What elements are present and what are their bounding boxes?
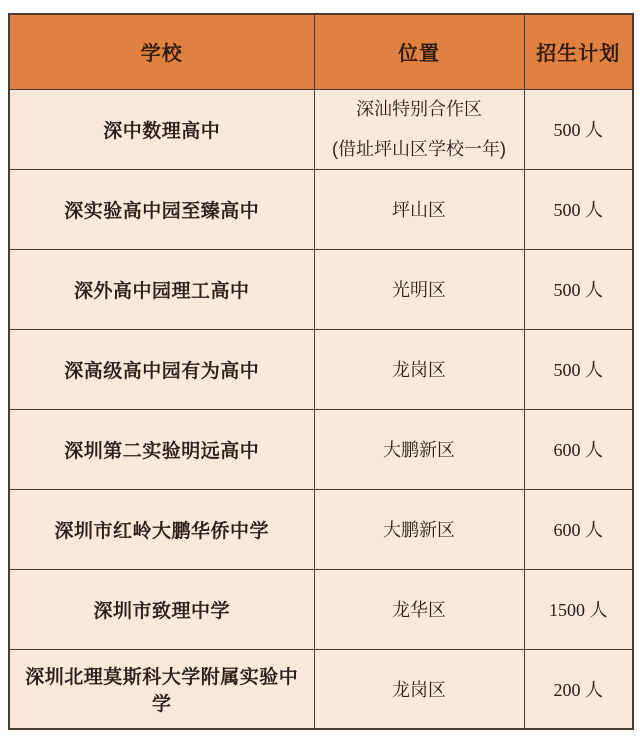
table-row bbox=[9, 249, 633, 329]
enrollment-plan: 500 人 bbox=[524, 169, 633, 249]
location-line: 深汕特别合作区 bbox=[356, 99, 482, 119]
table-header-row bbox=[9, 14, 633, 89]
table-row bbox=[9, 169, 633, 249]
school-name: 深高级高中园有为高中 bbox=[9, 329, 314, 409]
table-row bbox=[9, 89, 633, 169]
table-row bbox=[9, 569, 633, 649]
school-name: 深圳北理莫斯科大学附属实验中学 bbox=[9, 649, 314, 729]
school-location bbox=[314, 89, 524, 169]
enrollment-plan: 600 人 bbox=[524, 489, 633, 569]
column-header-plan: 招生计划 bbox=[524, 14, 633, 89]
school-location: 坪山区 bbox=[314, 169, 524, 249]
enrollment-plan: 500 人 bbox=[524, 89, 633, 169]
enrollment-table bbox=[8, 13, 634, 730]
table-row bbox=[9, 649, 633, 729]
school-location: 光明区 bbox=[314, 249, 524, 329]
school-location: 大鹏新区 bbox=[314, 489, 524, 569]
location-note: (借址坪山区学校一年) bbox=[332, 139, 506, 159]
enrollment-plan: 500 人 bbox=[524, 329, 633, 409]
table-row bbox=[9, 489, 633, 569]
enrollment-plan: 600 人 bbox=[524, 409, 633, 489]
school-location: 大鹏新区 bbox=[314, 409, 524, 489]
school-name: 深实验高中园至臻高中 bbox=[9, 169, 314, 249]
school-name: 深圳市红岭大鹏华侨中学 bbox=[9, 489, 314, 569]
school-name: 深外高中园理工高中 bbox=[9, 249, 314, 329]
column-header-location: 位置 bbox=[314, 14, 524, 89]
table-row bbox=[9, 409, 633, 489]
school-location: 龙华区 bbox=[314, 569, 524, 649]
table-row bbox=[9, 329, 633, 409]
school-name: 深圳第二实验明远高中 bbox=[9, 409, 314, 489]
school-name: 深圳市致理中学 bbox=[9, 569, 314, 649]
enrollment-plan: 1500 人 bbox=[524, 569, 633, 649]
enrollment-plan: 500 人 bbox=[524, 249, 633, 329]
enrollment-plan: 200 人 bbox=[524, 649, 633, 729]
column-header-school: 学校 bbox=[9, 14, 314, 89]
school-location: 龙岗区 bbox=[314, 649, 524, 729]
school-location: 龙岗区 bbox=[314, 329, 524, 409]
school-name: 深中数理高中 bbox=[9, 89, 314, 169]
